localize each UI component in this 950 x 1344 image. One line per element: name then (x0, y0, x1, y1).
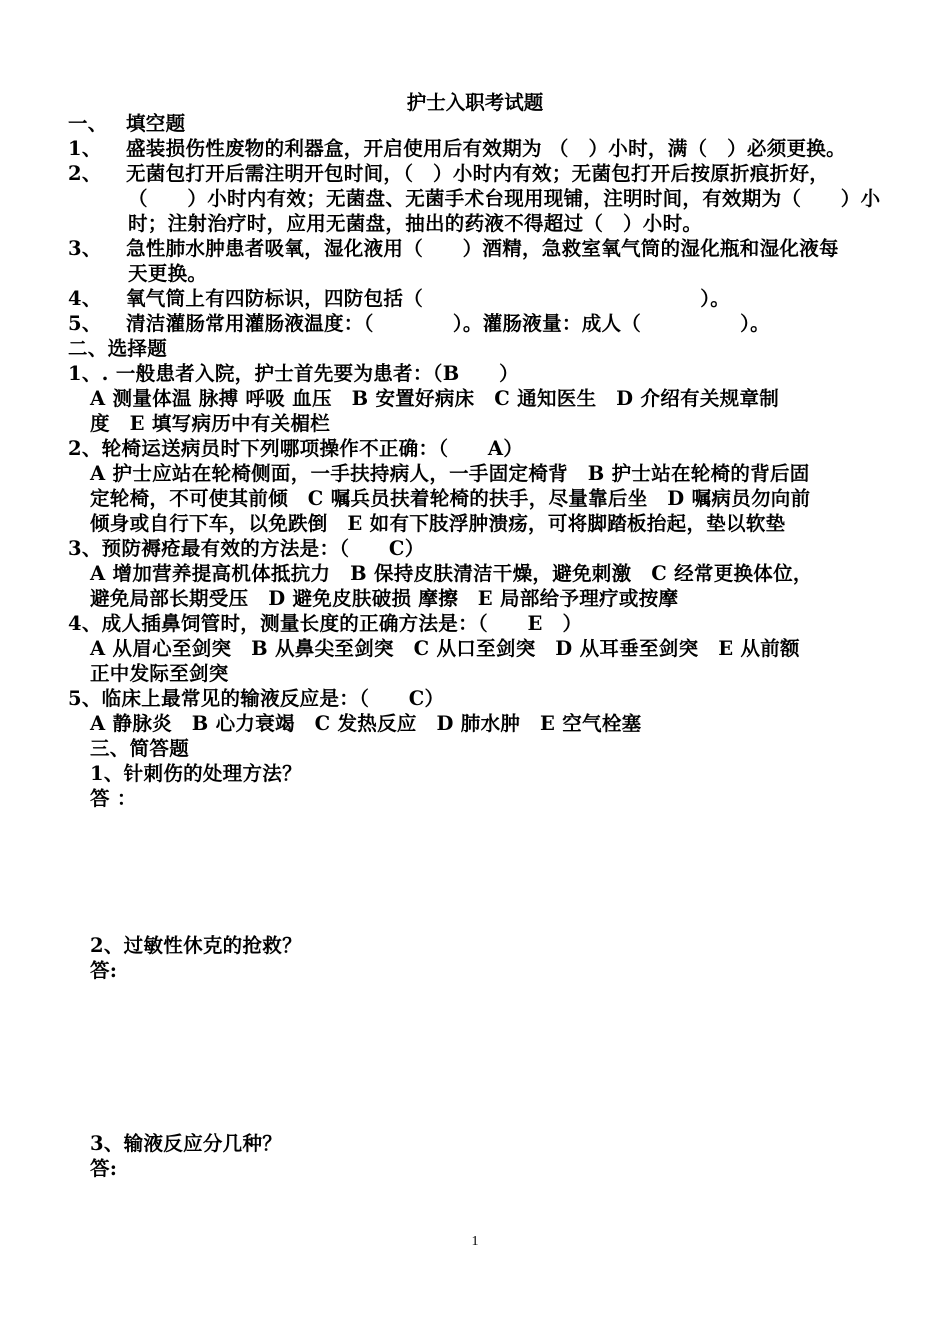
choice-q2-options-cont: 定轮椅，不可使其前倾 C 嘱兵员扶着轮椅的扶手，尽量靠后坐 D 嘱病员勿向前 (90, 487, 811, 510)
fill-q2-line3: 时；注射治疗时，应用无菌盘，抽出的药液不得超过（ ）小时。 (128, 212, 703, 235)
choice-q3-stem: 3、预防褥疮最有效的方法是：（ C） (68, 537, 425, 560)
section2-heading: 二、选择题 (68, 337, 168, 360)
short-q2-answer-label: 答: (90, 959, 118, 982)
page-number: 1 (471, 1234, 479, 1249)
short-q3: 3、输液反应分几种？ (90, 1132, 283, 1155)
fill-q1: 1、 盛装损伤性废物的利器盒，开启使用后有效期为 （ ）小时，满（ ）必须更换。 (68, 137, 846, 160)
choice-q4-options-cont: 正中发际至剑突 (90, 662, 229, 685)
choice-q3-options-cont: 避免局部长期受压 D 避免皮肤破损 摩擦 E 局部给予理疗或按摩 (90, 587, 679, 610)
choice-q1-stem: 1、. 一般患者入院，护士首先要为患者：（B ） (68, 362, 519, 385)
section1-heading: 一、 填空题 (68, 112, 186, 135)
section3-heading: 三、简答题 (90, 737, 190, 760)
choice-q2-options: A 护士应站在轮椅侧面，一手扶持病人，一手固定椅背 B 护士站在轮椅的背后固 (90, 462, 810, 485)
choice-q3-options: A 增加营养提高机体抵抗力 B 保持皮肤清洁干燥，避免刺激 C 经常更换体位， (90, 562, 813, 585)
fill-q2: 2、 无菌包打开后需注明开包时间，（ ）小时内有效；无菌包打开后按原折痕折好， (68, 162, 830, 185)
fill-q5: 5、 清洁灌肠常用灌肠液温度：（ ）。灌肠液量：成人（ ）。 (68, 312, 770, 335)
choice-q2-options-cont2: 倾身或自行下车，以免跌倒 E 如有下肢浮肿溃疡，可将脚踏板抬起，垫以软垫 (90, 512, 786, 535)
choice-q4-stem: 4、成人插鼻饲管时，测量长度的正确方法是：（ E ） (68, 612, 583, 635)
short-q2: 2、过敏性休克的抢救？ (90, 934, 302, 957)
short-q1-answer-label: 答 ： (90, 787, 137, 810)
choice-q5-stem: 5、临床上最常见的输液反应是：（ C） (68, 687, 445, 710)
page-title: 护士入职考试题 (406, 91, 544, 114)
choice-q5-options: A 静脉炎 B 心力衰竭 C 发热反应 D 肺水肿 E 空气栓塞 (90, 712, 642, 735)
choice-q4-options: A 从眉心至剑突 B 从鼻尖至剑突 C 从口至剑突 D 从耳垂至剑突 E 从前额 (90, 637, 800, 660)
fill-q3: 3、 急性肺水肿患者吸氧，湿化液用（ ）酒精，急救室氧气筒的湿化瓶和湿化液每 (68, 237, 839, 260)
short-q1: 1、针刺伤的处理方法？ (90, 762, 302, 785)
choice-q2-stem: 2、轮椅运送病员时下列哪项操作不正确：（ A） (68, 437, 524, 460)
fill-q4: 4、 氧气筒上有四防标识，四防包括（ ）。 (68, 287, 731, 310)
choice-q1-options: A 测量体温 脉搏 呼吸 血压 B 安置好病床 C 通知医生 D 介绍有关规章制 (90, 387, 780, 410)
choice-q1-options-cont: 度 E 填写病历中有关楣栏 (90, 412, 331, 435)
short-q3-answer-label: 答: (90, 1157, 118, 1180)
fill-q3-line2: 天更换。 (128, 262, 208, 285)
fill-q2-line2: （ ）小时内有效；无菌盘、无菌手术台现用现铺，注明时间，有效期为（ ）小 (128, 187, 881, 210)
